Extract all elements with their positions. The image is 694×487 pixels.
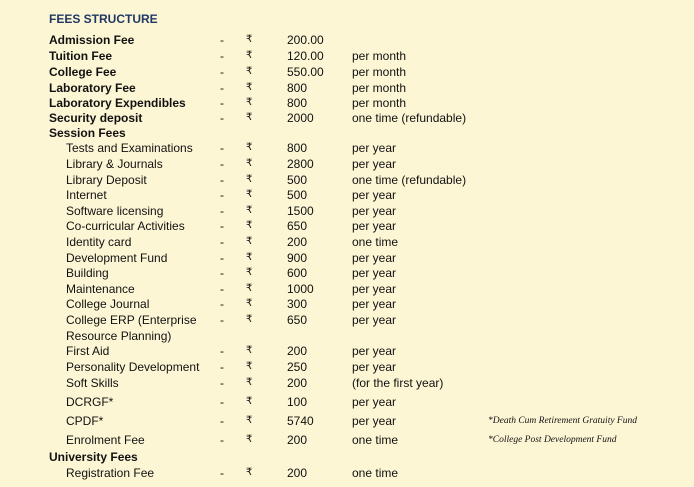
rupee-symbol: ₹ <box>246 467 253 478</box>
fee-row <box>0 265 694 281</box>
rupee-symbol: ₹ <box>246 158 253 169</box>
dash-separator: - <box>220 204 224 218</box>
rupee-symbol: ₹ <box>246 50 253 61</box>
fee-amount: 100 <box>287 395 308 409</box>
fee-amount: 200 <box>287 376 308 390</box>
fee-period: per year <box>352 219 397 233</box>
fee-row <box>0 296 694 312</box>
fee-label: Building <box>66 266 109 280</box>
rupee-symbol: ₹ <box>246 97 253 108</box>
fee-amount: 5740 <box>287 414 314 428</box>
fee-amount: 650 <box>287 219 308 233</box>
fee-row <box>0 110 694 126</box>
fee-period: one time <box>352 235 399 249</box>
fee-amount: 800 <box>287 81 308 95</box>
footnote: *College Post Development Fund <box>488 435 617 445</box>
fee-row <box>0 80 694 96</box>
fee-label: Laboratory Fee <box>49 81 136 95</box>
fee-label: Library & Journals <box>66 157 163 171</box>
section-title: Session Fees <box>49 126 126 140</box>
rupee-symbol: ₹ <box>246 396 253 407</box>
fee-amount: 2800 <box>287 157 314 171</box>
rupee-symbol: ₹ <box>246 314 253 325</box>
rupee-symbol: ₹ <box>246 267 253 278</box>
rupee-symbol: ₹ <box>246 34 253 45</box>
rupee-symbol: ₹ <box>246 345 253 356</box>
fee-row <box>0 250 694 266</box>
rupee-symbol: ₹ <box>246 82 253 93</box>
dash-separator: - <box>220 188 224 202</box>
fee-period: per year <box>352 313 397 327</box>
rupee-symbol: ₹ <box>246 361 253 372</box>
fee-amount: 2000 <box>287 111 314 125</box>
fee-label: Laboratory Expendibles <box>49 96 186 110</box>
fee-label: Tests and Examinations <box>66 141 193 155</box>
fee-period: per year <box>352 344 397 358</box>
fee-period: per month <box>352 49 407 63</box>
fee-amount: 200.00 <box>287 33 324 47</box>
fee-label: Admission Fee <box>49 33 135 47</box>
fee-period: per month <box>352 96 407 110</box>
fee-row <box>0 413 694 429</box>
fee-label: Co-curricular Activities <box>66 219 185 233</box>
fee-period: per year <box>352 266 397 280</box>
fee-row <box>0 281 694 297</box>
dash-separator: - <box>220 266 224 280</box>
fee-amount: 1500 <box>287 204 314 218</box>
rupee-symbol: ₹ <box>246 415 253 426</box>
fee-period: one time (refundable) <box>352 111 467 125</box>
fee-amount: 300 <box>287 297 308 311</box>
fee-label: College Fee <box>49 65 117 79</box>
fee-label: Registration Fee <box>66 466 155 480</box>
fee-amount: 900 <box>287 251 308 265</box>
rupee-symbol: ₹ <box>246 377 253 388</box>
rupee-symbol: ₹ <box>246 283 253 294</box>
fee-period: per year <box>352 157 397 171</box>
fee-period: per year <box>352 188 397 202</box>
fee-amount: 500 <box>287 188 308 202</box>
fee-row <box>0 172 694 188</box>
dash-separator: - <box>220 360 224 374</box>
dash-separator: - <box>220 33 224 47</box>
rupee-symbol: ₹ <box>246 66 253 77</box>
fee-row <box>0 465 694 481</box>
fee-row <box>0 95 694 111</box>
dash-separator: - <box>220 235 224 249</box>
fee-label: Security deposit <box>49 111 143 125</box>
dash-separator: - <box>220 433 224 447</box>
fee-label: Enrolment Fee <box>66 433 145 447</box>
dash-separator: - <box>220 219 224 233</box>
footnote: *Death Cum Retirement Gratuity Fund <box>488 416 637 426</box>
fee-amount: 550.00 <box>287 65 324 79</box>
dash-separator: - <box>220 376 224 390</box>
fee-label: Identity card <box>66 235 132 249</box>
section-header-row <box>0 125 694 141</box>
fee-label: CPDF* <box>66 414 104 428</box>
section-title: University Fees <box>49 450 138 464</box>
fee-row <box>0 64 694 80</box>
fee-period: per year <box>352 204 397 218</box>
rupee-symbol: ₹ <box>246 205 253 216</box>
fee-row <box>0 218 694 234</box>
fee-period: per year <box>352 141 397 155</box>
fee-row <box>0 394 694 410</box>
fee-label: Software licensing <box>66 204 164 218</box>
fee-amount: 600 <box>287 266 308 280</box>
page-title: FEES STRUCTURE <box>49 12 158 26</box>
fee-amount: 1000 <box>287 282 314 296</box>
fee-period: per year <box>352 360 397 374</box>
fee-label: Maintenance <box>66 282 135 296</box>
rupee-symbol: ₹ <box>246 174 253 185</box>
dash-separator: - <box>220 297 224 311</box>
fee-row <box>0 343 694 359</box>
fee-row <box>0 312 694 328</box>
fee-row <box>0 32 694 48</box>
fee-row <box>0 203 694 219</box>
fee-row <box>0 187 694 203</box>
rupee-symbol: ₹ <box>246 434 253 445</box>
fee-label: Development Fund <box>66 251 168 265</box>
fee-period: per year <box>352 297 397 311</box>
fee-period: (for the first year) <box>352 376 444 390</box>
fee-row <box>0 432 694 448</box>
fee-row <box>0 140 694 156</box>
fee-label: College ERP (Enterprise <box>66 313 197 327</box>
rupee-symbol: ₹ <box>246 220 253 231</box>
fee-amount: 120.00 <box>287 49 324 63</box>
rupee-symbol: ₹ <box>246 112 253 123</box>
fee-row <box>0 48 694 64</box>
fee-label: DCRGF* <box>66 395 114 409</box>
fee-period: per month <box>352 65 407 79</box>
dash-separator: - <box>220 313 224 327</box>
fee-label: Library Deposit <box>66 173 147 187</box>
fee-period: per year <box>352 251 397 265</box>
dash-separator: - <box>220 395 224 409</box>
rupee-symbol: ₹ <box>246 298 253 309</box>
dash-separator: - <box>220 344 224 358</box>
dash-separator: - <box>220 81 224 95</box>
fee-period: per year <box>352 395 397 409</box>
fee-label: Resource Planning) <box>66 329 172 343</box>
fee-label: Personality Development <box>66 360 200 374</box>
dash-separator: - <box>220 49 224 63</box>
fee-label: College Journal <box>66 297 150 311</box>
fee-label: Soft Skills <box>66 376 119 390</box>
rupee-symbol: ₹ <box>246 142 253 153</box>
dash-separator: - <box>220 251 224 265</box>
dash-separator: - <box>220 414 224 428</box>
rupee-symbol: ₹ <box>246 236 253 247</box>
fee-period: one time <box>352 433 399 447</box>
dash-separator: - <box>220 157 224 171</box>
dash-separator: - <box>220 466 224 480</box>
fee-period: per year <box>352 414 397 428</box>
fee-amount: 650 <box>287 313 308 327</box>
fee-amount: 200 <box>287 235 308 249</box>
fee-period: per year <box>352 282 397 296</box>
rupee-symbol: ₹ <box>246 252 253 263</box>
fee-period: one time <box>352 466 399 480</box>
fee-amount: 800 <box>287 96 308 110</box>
fee-label: Tuition Fee <box>49 49 113 63</box>
fee-amount: 200 <box>287 466 308 480</box>
fee-period: one time (refundable) <box>352 173 467 187</box>
fee-row <box>0 234 694 250</box>
dash-separator: - <box>220 282 224 296</box>
fee-label: Internet <box>66 188 107 202</box>
fee-amount: 200 <box>287 344 308 358</box>
dash-separator: - <box>220 173 224 187</box>
fee-row <box>0 156 694 172</box>
fee-period: per month <box>352 81 407 95</box>
dash-separator: - <box>220 96 224 110</box>
dash-separator: - <box>220 141 224 155</box>
dash-separator: - <box>220 65 224 79</box>
fee-amount: 800 <box>287 141 308 155</box>
fee-row <box>0 375 694 391</box>
fee-row <box>0 359 694 375</box>
fee-label: First Aid <box>66 344 110 358</box>
fee-amount: 200 <box>287 433 308 447</box>
fee-amount: 500 <box>287 173 308 187</box>
dash-separator: - <box>220 111 224 125</box>
fee-amount: 250 <box>287 360 308 374</box>
section-header-row <box>0 449 694 465</box>
fee-row <box>0 328 694 344</box>
rupee-symbol: ₹ <box>246 189 253 200</box>
